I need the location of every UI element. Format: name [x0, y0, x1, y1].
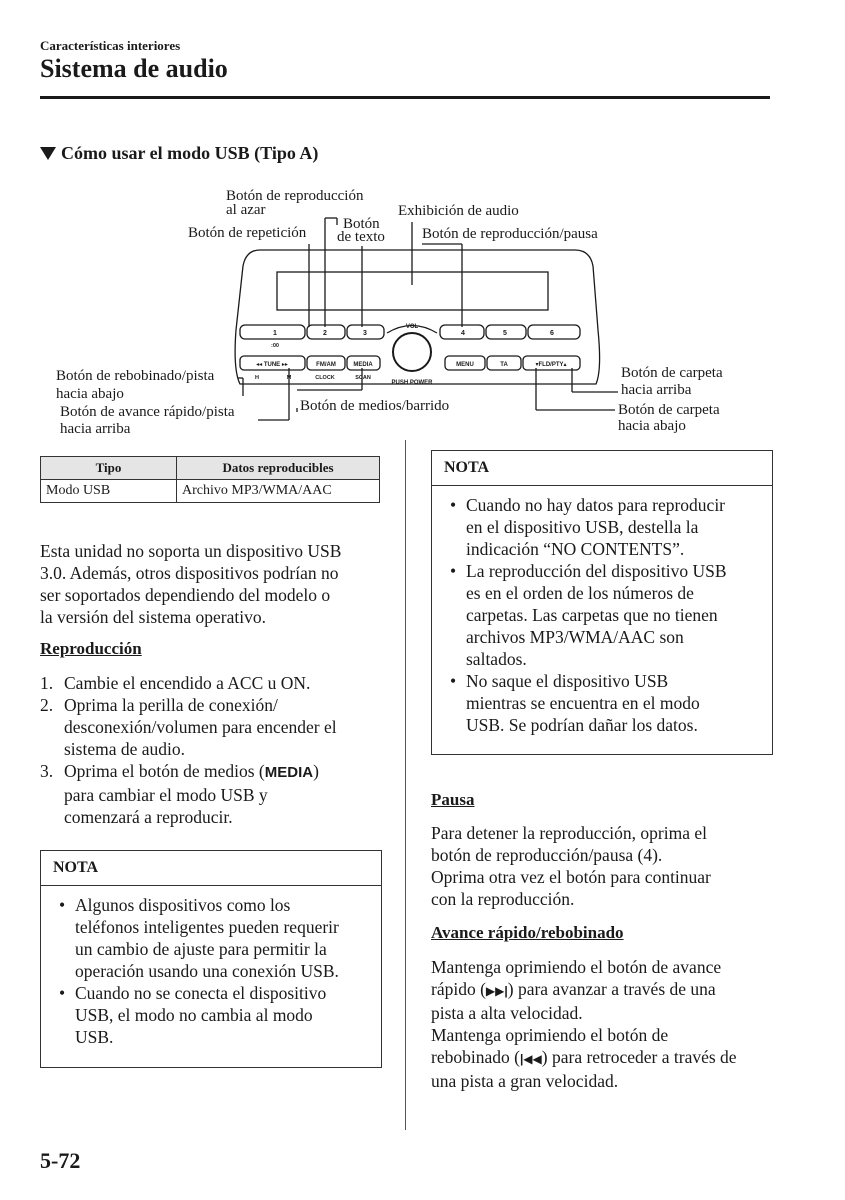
text-line: USB, el modo no cambia al modo [75, 1005, 313, 1025]
text-line: botón de reproducción/pausa (4). [431, 845, 663, 865]
m-label: M [286, 375, 292, 381]
list-item [41, 982, 367, 1048]
text-line: un cambio de ajuste para permitir la [75, 939, 327, 959]
text-line: Cuando no se conecta el dispositivo [75, 983, 327, 1003]
table-cell: Modo USB [41, 480, 177, 503]
text-line: teléfonos inteligentes pueden requerir [75, 917, 339, 937]
nota-list [432, 486, 772, 744]
rewind-icon: |◀◀ [519, 1052, 542, 1066]
text-line: archivos MP3/WMA/AAC son [466, 627, 684, 647]
page-number: 5-72 [40, 1148, 81, 1173]
text-line: Mantenga oprimiendo el botón de avance [431, 957, 722, 977]
text-line: pista a alta velocidad. [431, 1003, 583, 1023]
label-rewind-1: Botón de rebobinado/pista [56, 368, 215, 384]
text-line: sistema de audio. [64, 739, 186, 759]
text-line: Oprima la perilla de conexión/ [64, 695, 278, 715]
nota-heading: NOTA [41, 851, 381, 886]
step-number: 3. [40, 761, 54, 781]
nota-list [41, 886, 381, 1056]
btn-label-5: 5 [503, 330, 507, 337]
label-folder-up-1: Botón de carpeta [621, 365, 723, 381]
text-line: USB. Se podrían dañar los datos. [466, 715, 698, 735]
text-line: Cuando no hay datos para reproducir [466, 495, 726, 515]
label-play-pause: Botón de reproducción/pausa [422, 226, 598, 242]
page-title: Sistema de audio [40, 54, 228, 83]
reproduccion-heading: Reproducción [40, 639, 142, 658]
table-header-datos: Datos reproducibles [177, 457, 380, 480]
btn-label-1: 1 [273, 330, 277, 337]
list-item [40, 760, 400, 828]
scan-label: SCAN [355, 375, 371, 381]
fld-pty-label: ▾FLD/PTY▴ [535, 362, 567, 368]
text-line: mientras se encuentra en el modo [466, 693, 700, 713]
text-line: es en el orden de los números de [466, 583, 694, 603]
btn-label-4: 4 [461, 330, 465, 337]
text-line: indicación “NO CONTENTS”. [466, 539, 685, 559]
text-run: rápido ( [431, 979, 486, 999]
volume-knob[interactable] [393, 333, 431, 371]
media-key-label: MEDIA [264, 764, 314, 781]
label-folder-down-1: Botón de carpeta [618, 402, 720, 418]
nota-heading: NOTA [432, 451, 772, 486]
h-label: H [255, 375, 259, 381]
bullet-icon: • [450, 671, 457, 691]
text-line: en el dispositivo USB, destella la [466, 517, 699, 537]
fm-am-label: FM/AM [316, 362, 336, 368]
text-line: Esta unidad no soporta un dispositivo USB [40, 541, 342, 561]
bullet-icon: • [59, 895, 66, 915]
pausa-heading: Pausa [431, 790, 475, 809]
label-random-1: Botón de reproducción [226, 188, 364, 204]
text-line: con la reproducción. [431, 889, 575, 909]
text-line [431, 1046, 801, 1070]
label-text-1: Botón [343, 216, 380, 232]
audio-unit-diagram [0, 0, 845, 460]
list-item [432, 670, 758, 736]
text-run: ) [313, 761, 319, 781]
text-line: ser soportados dependiendo del modelo o [40, 585, 331, 605]
bullet-icon: • [450, 495, 457, 515]
playback-steps [40, 672, 400, 828]
intro-paragraph [40, 540, 390, 628]
section-title: Cómo usar el modo USB (Tipo A) [40, 143, 318, 164]
label-rewind-2: hacia abajo [56, 386, 124, 402]
label-repeat: Botón de repetición [188, 225, 307, 241]
label-forward-1: Botón de avance rápido/pista [60, 404, 235, 420]
table-header-tipo: Tipo [41, 457, 177, 480]
ta-label: TA [500, 362, 508, 368]
text-run: Oprima el botón de medios ( [64, 761, 265, 781]
btn-label-6: 6 [550, 330, 554, 337]
list-item [40, 694, 400, 760]
text-line: la versión del sistema operativo. [40, 607, 266, 627]
list-item [40, 672, 400, 694]
text-line: La reproducción del dispositivo USB [466, 561, 727, 581]
table-row [41, 480, 380, 503]
text-line: Oprima otra vez el botón para continuar [431, 867, 711, 887]
text-line: 3.0. Además, otros dispositivos podrían no [40, 563, 339, 583]
pausa-paragraph [431, 822, 791, 910]
list-item [41, 894, 367, 982]
text-run: rebobinado ( [431, 1047, 520, 1067]
text-line: USB. [75, 1027, 114, 1047]
vol-label: VOL [405, 324, 419, 330]
list-item [432, 494, 758, 560]
text-run: ) para avanzar a través de una [507, 979, 716, 999]
table-header-row [41, 457, 380, 480]
text-line [431, 978, 801, 1002]
list-item [432, 560, 758, 670]
step-number: 2. [40, 695, 54, 715]
btn-label-3: 3 [363, 330, 367, 337]
text-line [64, 760, 400, 784]
column-divider [405, 440, 406, 1130]
playable-data-table [40, 456, 380, 503]
table-cell: Archivo MP3/WMA/AAC [177, 480, 380, 503]
text-line: desconexión/volumen para encender el [64, 717, 337, 737]
text-line: No saque el dispositivo USB [466, 671, 669, 691]
text-line: Mantenga oprimiendo el botón de [431, 1025, 669, 1045]
avance-heading: Avance rápido/rebobinado [431, 923, 624, 942]
media-label: MEDIA [353, 362, 373, 368]
preset-button-6[interactable] [528, 325, 580, 339]
btn-label-2: 2 [323, 330, 327, 337]
nota-box-left [40, 850, 382, 1068]
btn-sub-00: :00 [271, 343, 279, 349]
nota-box-right [431, 450, 773, 755]
text-line: una pista a gran velocidad. [431, 1071, 619, 1091]
bullet-icon: • [450, 561, 457, 581]
bullet-icon: • [59, 983, 66, 1003]
text-line: carpetas. Las carpetas que no tienen [466, 605, 718, 625]
label-forward-2: hacia arriba [60, 421, 131, 437]
label-folder-down-2: hacia abajo [618, 418, 686, 434]
avance-paragraph [431, 956, 801, 1092]
label-text-2: de texto [337, 229, 385, 245]
step-number: 1. [40, 673, 54, 693]
text-line: saltados. [466, 649, 527, 669]
text-line: para cambiar el modo USB y [64, 785, 268, 805]
label-media-scan: Botón de medios/barrido [300, 398, 450, 414]
text-run: ) para retroceder a través de [541, 1047, 737, 1067]
tune-label: ◂◂ TUNE ▸▸ [256, 362, 288, 368]
label-display: Exhibición de audio [398, 203, 519, 219]
text-line: Para detener la reproducción, oprima el [431, 823, 707, 843]
chapter-label: Características interiores [40, 38, 181, 53]
text-line: operación usando una conexión USB. [75, 961, 339, 981]
clock-label: CLOCK [315, 375, 335, 381]
text-line: Cambie el encendido a ACC u ON. [64, 673, 311, 693]
push-power-label: PUSH POWER [391, 380, 433, 386]
text-line: Algunos dispositivos como los [75, 895, 291, 915]
text-line: comenzará a reproducir. [64, 807, 233, 827]
fast-forward-icon: ▶▶| [485, 984, 508, 998]
label-random-2: al azar [226, 202, 266, 218]
menu-label: MENU [456, 362, 474, 368]
label-folder-up-2: hacia arriba [621, 382, 692, 398]
